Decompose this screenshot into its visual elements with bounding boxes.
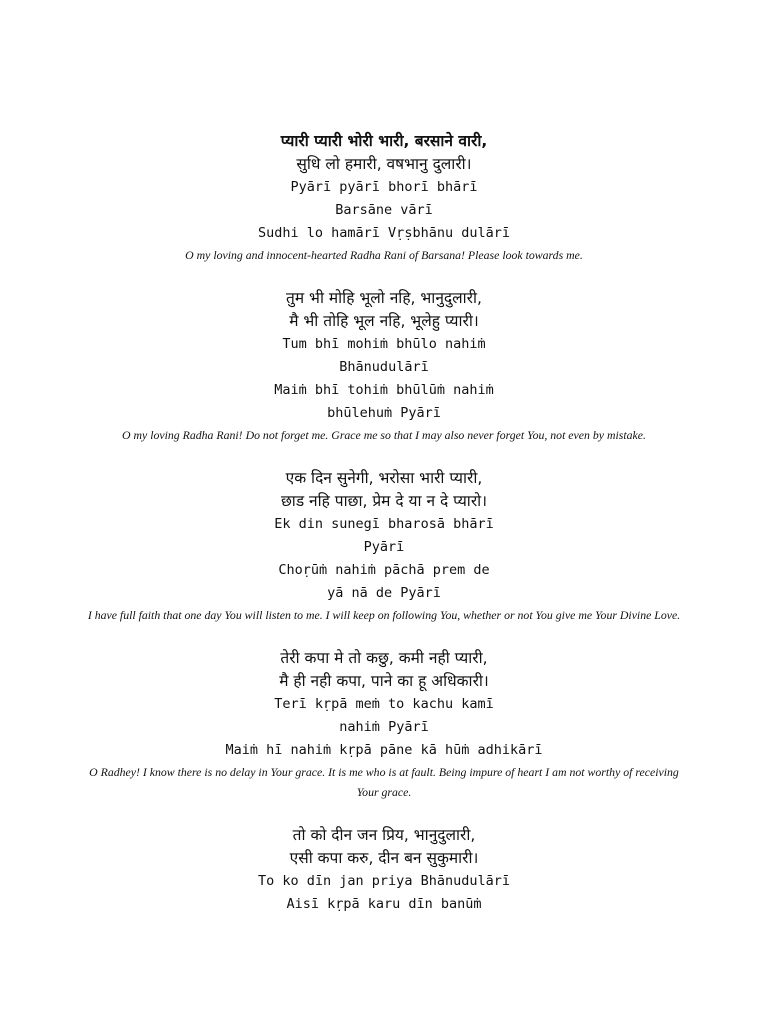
transliteration-line: Sudhi lo hamārī Vṛṣbhānu dulārī (258, 225, 510, 241)
lyrics-page (0, 130, 768, 938)
hindi-line: तुम भी मोहि भूलो नहि, भानुदुलारी, (286, 289, 482, 307)
transliteration-line: yā nā de Pyārī (327, 585, 441, 601)
hindi-line: तेरी कपा मे तो कछु, कमी नही प्यारी, (280, 649, 488, 667)
transliteration-line: Aisī kṛpā karu dīn banūṁ (286, 896, 482, 912)
transliteration-line: Bhānudulārī (339, 359, 429, 375)
transliteration-line: To ko dīn jan priya Bhānudulārī (258, 873, 510, 889)
english-translation: O my loving and innocent-hearted Radha Rani of Barsana! Please look towards me. (185, 248, 583, 262)
transliteration-line: Pyārī pyārī bhorī bhārī (290, 179, 478, 195)
verse-3 (0, 467, 768, 625)
transliteration-line: bhūlehuṁ Pyārī (327, 405, 441, 421)
english-translation: I have full faith that one day You will listen to me. I will keep on following You, whether or not You give me Your Divine Love. (87, 608, 681, 622)
english-translation: O my loving Radha Rani! Do not forget me. Grace me so that I may also never forget You, not even by mistake. (122, 428, 646, 442)
verse-5 (0, 824, 768, 916)
transliteration-line: Choṛūṁ nahiṁ pāchā prem de (278, 562, 490, 578)
english-translation: O Radhey! I know there is no delay in Your grace. It is me who is at fault. Being impure of heart I am not worthy of receiving Your grace. (89, 765, 679, 799)
transliteration-line: Ek din sunegī bharosā bhārī (274, 516, 494, 532)
hindi-line: प्यारी प्यारी भोरी भारी, बरसाने वारी, (280, 132, 488, 150)
transliteration-line: Terī kṛpā meṁ to kachu kamī (274, 696, 494, 712)
hindi-line: एसी कपा करु, दीन बन सुकुमारी। (289, 849, 479, 867)
transliteration-line: Pyārī (363, 539, 405, 555)
hindi-line: छाड नहि पाछा, प्रेम दे या न दे प्यारो। (280, 492, 488, 510)
verse-2 (0, 287, 768, 445)
hindi-line: मै ही नही कपा, पाने का हू अधिकारी। (279, 672, 489, 690)
hindi-line: तो को दीन जन प्रिय, भानुदुलारी, (292, 826, 476, 844)
hindi-line: सुधि लो हमारी, वषभानु दुलारी। (296, 155, 472, 173)
hindi-line: मै भी तोहि भूल नहि, भूलेहु प्यारी। (289, 312, 479, 330)
transliteration-line: nahiṁ Pyārī (339, 719, 429, 735)
hindi-line: एक दिन सुनेगी, भरोसा भारी प्यारी, (285, 469, 483, 487)
transliteration-line: Tum bhī mohiṁ bhūlo nahiṁ (282, 336, 486, 352)
transliteration-line: Maiṁ bhī tohiṁ bhūlūṁ nahiṁ (274, 382, 494, 398)
verse-1 (0, 130, 768, 265)
verse-4 (0, 647, 768, 802)
transliteration-line: Barsāne vārī (335, 202, 433, 218)
transliteration-line: Maiṁ hī nahiṁ kṛpā pāne kā hūṁ adhikārī (225, 742, 543, 758)
